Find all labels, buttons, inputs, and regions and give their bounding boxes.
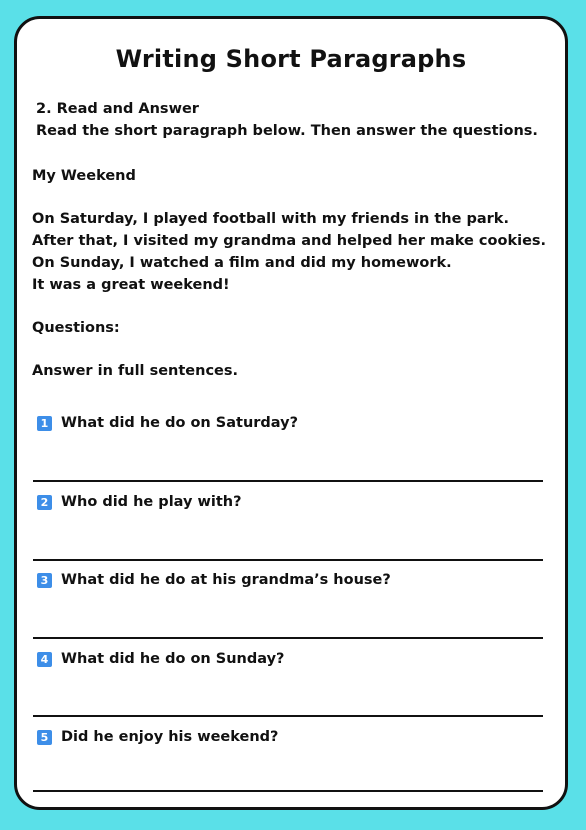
story-line: It was a great weekend! bbox=[32, 277, 230, 293]
questions-heading: Questions: bbox=[32, 320, 120, 336]
page-title: Writing Short Paragraphs bbox=[115, 45, 467, 73]
section-instruction: Read the short paragraph below. Then answer the questions. bbox=[36, 123, 538, 139]
question-item bbox=[37, 494, 242, 510]
story-line: After that, I visited my grandma and helped her make cookies. bbox=[32, 233, 547, 249]
question-text: Did he enjoy his weekend? bbox=[61, 729, 279, 745]
question-text: What did he do at his grandma’s house? bbox=[61, 572, 391, 588]
story-line: On Saturday, I played football with my friends in the park. bbox=[32, 211, 509, 227]
question-text: What did he do on Sunday? bbox=[61, 651, 285, 667]
question-item bbox=[37, 651, 284, 667]
answer-instruction: Answer in full sentences. bbox=[32, 363, 239, 379]
question-item bbox=[37, 572, 391, 588]
keycap-number-icon: 1 bbox=[37, 416, 52, 431]
answer-line[interactable] bbox=[33, 790, 543, 792]
keycap-number-icon: 5 bbox=[37, 730, 52, 745]
answer-line[interactable] bbox=[33, 480, 543, 482]
worksheet-sheet bbox=[14, 16, 568, 810]
answer-line[interactable] bbox=[33, 715, 543, 717]
question-text: What did he do on Saturday? bbox=[61, 415, 298, 431]
keycap-number-icon: 2 bbox=[37, 495, 52, 510]
keycap-number-icon: 3 bbox=[37, 573, 52, 588]
answer-line[interactable] bbox=[33, 637, 543, 639]
question-item bbox=[37, 415, 298, 431]
answer-line[interactable] bbox=[33, 559, 543, 561]
section-heading: 2. Read and Answer bbox=[36, 101, 199, 117]
keycap-number-icon: 4 bbox=[37, 652, 52, 667]
question-item bbox=[37, 729, 278, 745]
story-line: On Sunday, I watched a film and did my homework. bbox=[32, 255, 452, 271]
story-title: My Weekend bbox=[32, 168, 136, 184]
question-text: Who did he play with? bbox=[61, 494, 242, 510]
